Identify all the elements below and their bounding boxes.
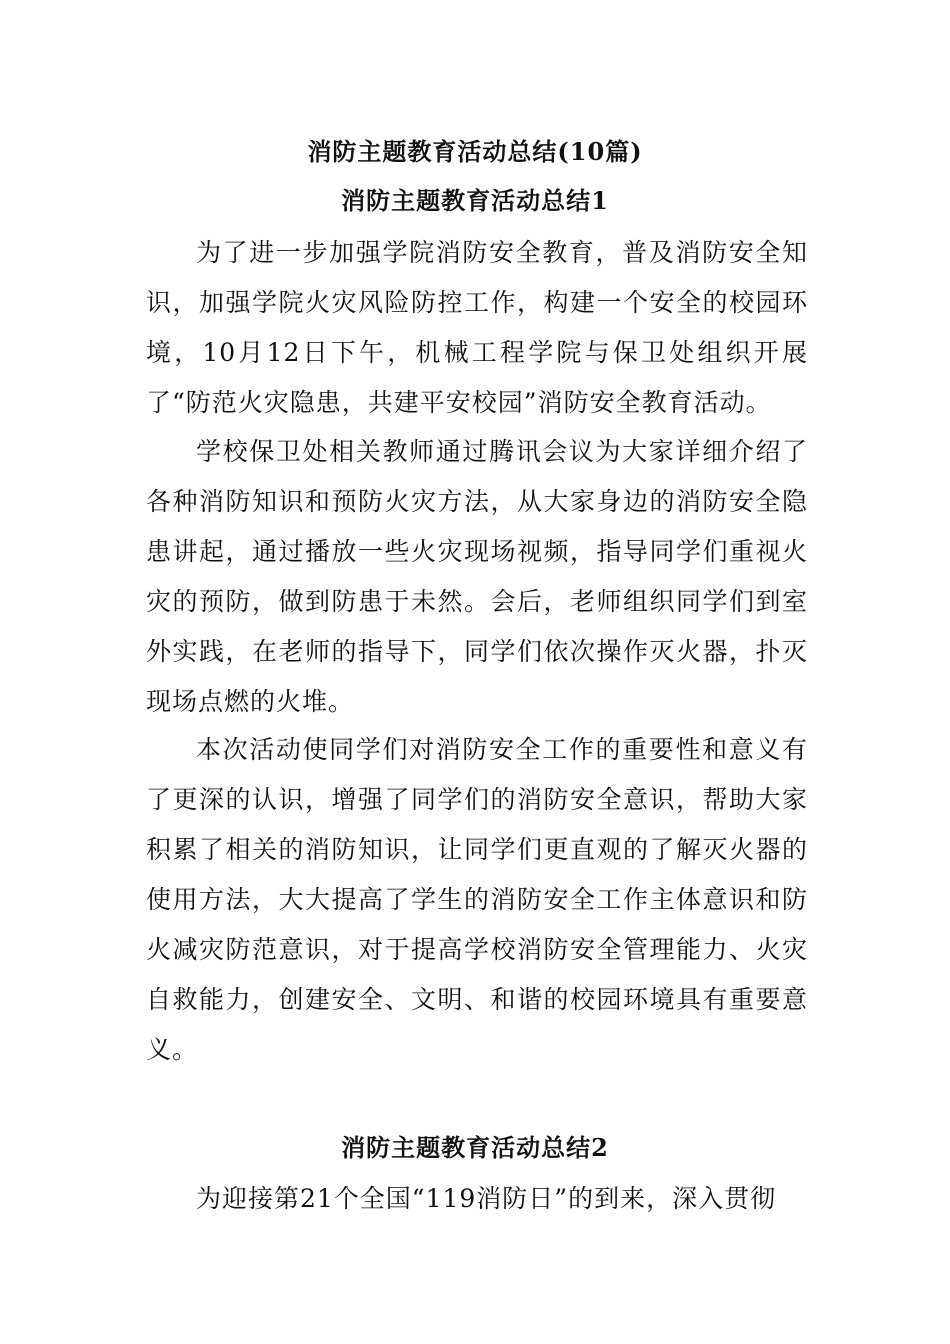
section-1-heading: 消防主题教育活动总结1 bbox=[341, 186, 609, 215]
section-2-heading: 消防主题教育活动总结2 bbox=[341, 1133, 609, 1162]
section-2-paragraph-1: 为迎接第21个全国“119消防日”的到来，深入贯彻 bbox=[196, 1184, 777, 1213]
section-1-paragraph-2: 学校保卫处相关教师通过腾讯会议为大家详细介绍了各种消防知识和预防火灾方法，从大家身边的消防安全隐患讲起，通过播放一些火灾现场视频，指导同学们重视火灾的预防，做到防患于未然。会后，老师组织同学们到室外实践，在老师的指导下，同学们依次操作灭火器，扑灭现场点燃的火堆。 bbox=[146, 437, 808, 716]
section-1-paragraph-1: 为了进一步加强学院消防安全教育，普及消防安全知识，加强学院火灾风险防控工作，构建一个安全的校园环境，10月12日下午，机械工程学院与保卫处组织开展了“防范火灾隐患，共建平安校园”消防安全教育活动。 bbox=[146, 238, 808, 417]
document-title: 消防主题教育活动总结(10篇) bbox=[307, 137, 643, 166]
section-1-paragraph-3: 本次活动使同学们对消防安全工作的重要性和意义有了更深的认识，增强了同学们的消防安全意识，帮助大家积累了相关的消防知识，让同学们更直观的了解灭火器的使用方法，大大提高了学生的消防安全工作主体意识和防火减灾防范意识，对于提高学校消防安全管理能力、火灾自救能力，创建安全、文明、和谐的校园环境具有重要意义。 bbox=[146, 735, 808, 1064]
